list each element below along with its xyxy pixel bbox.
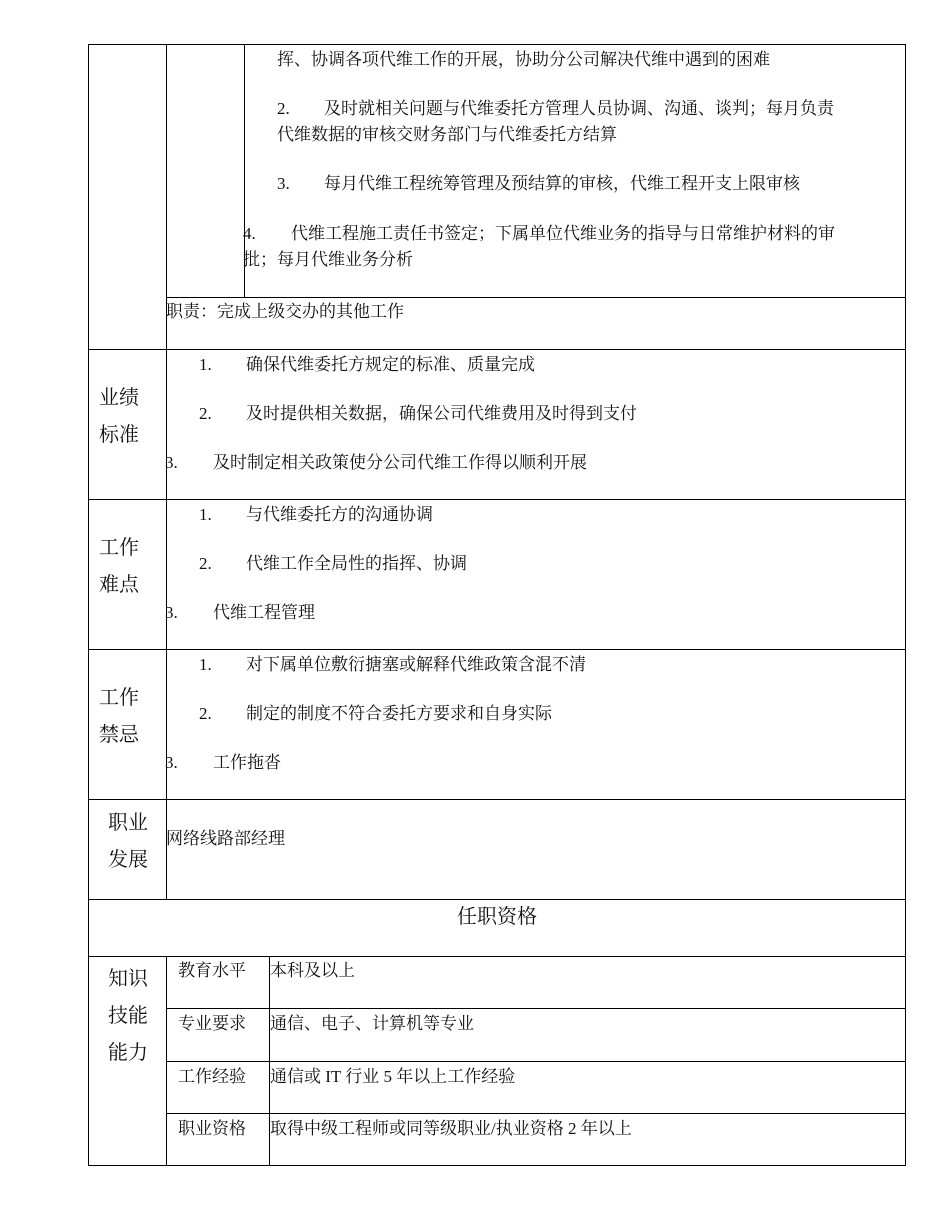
qualifications-label-line1: 知识 — [108, 968, 148, 990]
duty-item-4-number: 4. — [243, 224, 256, 243]
qualifications-label-line2: 技能 — [108, 1005, 148, 1027]
qualification-value-certification: 取得中级工程师或同等级职业/执业资格 2 年以上 — [270, 1119, 632, 1138]
qualification-key-major: 专业要求 — [178, 1014, 246, 1033]
qualifications-label-line3: 能力 — [108, 1042, 148, 1064]
performance-item-1-number: 1. — [199, 355, 212, 374]
row-divider — [166, 1113, 906, 1114]
qualifications-title: 任职资格 — [457, 906, 537, 928]
qualification-value-major: 通信、电子、计算机等专业 — [270, 1014, 474, 1033]
duty-item-4-line1: 代维工程施工责任书签定；下属单位代维业务的指导与日常维护材料的审 — [291, 224, 835, 243]
performance-item-3-number: 3. — [165, 453, 178, 472]
difficulty-item-3-number: 3. — [165, 603, 178, 622]
difficulty-item-2-text: 代维工作全局性的指挥、协调 — [246, 554, 467, 573]
prohibition-item-2-number: 2. — [199, 704, 212, 723]
career-text: 网络线路部经理 — [166, 829, 285, 848]
qualification-key-certification: 职业资格 — [178, 1119, 246, 1138]
prohibition-item-3-text: 工作拖沓 — [213, 753, 281, 772]
career-label — [97, 805, 159, 879]
performance-label — [88, 380, 150, 454]
performance-item-2-number: 2. — [199, 404, 212, 423]
table-frame — [88, 44, 906, 1166]
duty-item-2-line1: 及时就相关问题与代维委托方管理人员协调、沟通、谈判；每月负责 — [324, 99, 834, 118]
row-divider — [166, 1008, 906, 1009]
performance-item-3-text: 及时制定相关政策使分公司代维工作得以顺利开展 — [213, 453, 587, 472]
difficulty-item-3-text: 代维工程管理 — [213, 603, 315, 622]
row-divider — [88, 899, 906, 900]
qualification-key-education: 教育水平 — [178, 961, 246, 980]
career-label-line2: 发展 — [108, 849, 148, 871]
row-divider — [88, 649, 906, 650]
duty-item-4-line2: 批；每月代维业务分析 — [243, 250, 413, 269]
duty-item-3-text: 每月代维工程统筹管理及预结算的审核，代维工程开支上限审核 — [324, 174, 800, 193]
difficulties-label — [88, 530, 150, 604]
duty-continuation: 挥、协调各项代维工作的开展，协助分公司解决代维中遇到的困难 — [277, 50, 770, 69]
duty-item-2-number: 2. — [277, 99, 290, 118]
qualification-value-education: 本科及以上 — [270, 961, 355, 980]
duty-other: 职责：完成上级交办的其他工作 — [166, 302, 404, 321]
performance-label-line1: 业绩 — [99, 387, 139, 409]
duty-item-3-number: 3. — [277, 174, 290, 193]
row-divider — [88, 499, 906, 500]
prohibitions-label-line2: 禁忌 — [99, 724, 139, 746]
difficulties-label-line2: 难点 — [99, 574, 139, 596]
qualification-key-experience: 工作经验 — [178, 1067, 246, 1086]
difficulty-item-1-text: 与代维委托方的沟通协调 — [246, 505, 433, 524]
career-label-line1: 职业 — [108, 812, 148, 834]
row-divider — [88, 956, 906, 957]
performance-label-line2: 标准 — [99, 424, 139, 446]
prohibition-item-2-text: 制定的制度不符合委托方要求和自身实际 — [246, 704, 552, 723]
difficulty-item-1-number: 1. — [199, 505, 212, 524]
difficulties-label-line1: 工作 — [99, 537, 139, 559]
prohibition-item-3-number: 3. — [165, 753, 178, 772]
duty-item-2-line2: 代维数据的审核交财务部门与代维委托方结算 — [277, 125, 617, 144]
prohibition-item-1-number: 1. — [199, 655, 212, 674]
prohibitions-label — [88, 680, 150, 754]
row-divider — [88, 799, 906, 800]
difficulty-item-2-number: 2. — [199, 554, 212, 573]
row-divider — [166, 297, 906, 298]
row-divider — [88, 349, 906, 350]
performance-item-1-text: 确保代维委托方规定的标准、质量完成 — [246, 355, 535, 374]
qualification-value-experience: 通信或 IT 行业 5 年以上工作经验 — [270, 1067, 516, 1086]
performance-item-2-text: 及时提供相关数据，确保公司代维费用及时得到支付 — [246, 404, 637, 423]
qualifications-label — [97, 961, 159, 1072]
row-divider — [166, 1061, 906, 1062]
prohibition-item-1-text: 对下属单位敷衍搪塞或解释代维政策含混不清 — [246, 655, 586, 674]
prohibitions-label-line1: 工作 — [99, 687, 139, 709]
